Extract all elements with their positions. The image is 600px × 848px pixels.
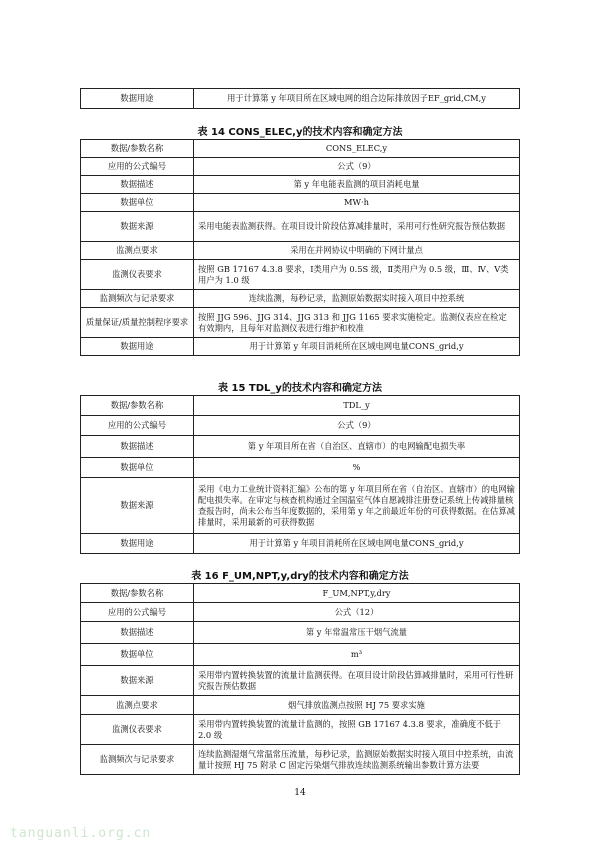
row-value: 第 y 年电能表监测的项目消耗电量 [194,176,520,194]
row-value: 采用带内置转换装置的流量计监测获得。在项目设计阶段估算减排量时，采用可行性研究报告预估数据 [194,666,520,696]
row-key: 数据来源 [81,212,194,242]
table-row [81,436,520,458]
row-value: % [194,458,520,478]
row-key: 数据/参数名称 [81,140,194,158]
table-row [81,260,520,290]
table-row [81,622,520,644]
table-row [81,89,520,109]
table-14 [80,139,520,356]
table-14-caption: 表 14 CONS_ELEC,y的技术内容和确定方法 [197,127,403,138]
row-key: 数据/参数名称 [81,584,194,603]
table-row [81,603,520,622]
row-value: 连续监测湿烟气常温常压流量，每秒记录，监测原始数据实时接入项目中控系统，由流量计按照 HJ 75 附录 C 固定污染烟气排放连续监测系统输出参数计算方法要 [194,745,520,775]
table-13-fragment [80,88,520,109]
row-value: 公式（9） [194,416,520,436]
table-row [81,696,520,715]
row-key: 数据来源 [81,478,194,534]
row-key: 监测仪表要求 [81,715,194,745]
row-key: 数据用途 [81,534,194,554]
row-key: 监测频次与记录要求 [81,745,194,775]
row-value: 第 y 年常温常压干烟气流量 [194,622,520,644]
table-15 [80,395,520,554]
table-row [81,745,520,775]
row-key: 监测仪表要求 [81,260,194,290]
row-key: 数据单位 [81,458,194,478]
row-value: 公式（9） [194,158,520,176]
row-key: 监测点要求 [81,696,194,715]
row-value: 用于计算第 y 年项目消耗所在区域电网电量CONS_grid,y [194,534,520,554]
row-key: 数据描述 [81,436,194,458]
table-16-caption: 表 16 F_UM,NPT,y,dry的技术内容和确定方法 [191,571,409,582]
row-value: m³ [194,644,520,666]
row-value: 按照 GB 17167 4.3.8 要求，Ⅰ类用户为 0.5S 级，Ⅱ类用户为 0.5 级，Ⅲ、Ⅳ、Ⅴ类用户为 1.0 级 [194,260,520,290]
table-row [81,290,520,308]
table-row [81,666,520,696]
row-value: 用于计算第 y 年项目所在区域电网的组合边际排放因子EF_grid,CM,y [194,89,520,109]
row-key: 数据描述 [81,622,194,644]
table-row [81,416,520,436]
table-row [81,534,520,554]
row-value: F_UM,NPT,y,dry [194,584,520,603]
row-key: 数据用途 [81,338,194,356]
row-key: 应用的公式编号 [81,158,194,176]
row-value: 烟气排放监测点按照 HJ 75 要求实施 [194,696,520,715]
row-value: 第 y 年项目所在省（自治区、直辖市）的电网输配电损失率 [194,436,520,458]
table-row [81,715,520,745]
table-row [81,396,520,416]
table-row [81,212,520,242]
row-key: 数据描述 [81,176,194,194]
row-key: 监测频次与记录要求 [81,290,194,308]
row-value: 公式（12） [194,603,520,622]
row-value: 连续监测，每秒记录，监测原始数据实时接入项目中控系统 [194,290,520,308]
row-value: TDL_y [194,396,520,416]
table-row [81,458,520,478]
table-row [81,242,520,260]
row-value: 采用《电力工业统计资料汇编》公布的第 y 年项目所在省（自治区、直辖市）的电网输配电损失率。在审定与核查机构通过全国温室气体自愿减排注册登记系统上传减排量核查报告时，尚未公布当年度数据的，采用第 y 年之前最近年份的可获得数据。在估算减排量时，采用最新的可获得数据 [194,478,520,534]
table-row [81,194,520,212]
table-row [81,644,520,666]
row-value: 用于计算第 y 年项目消耗所在区域电网电量CONS_grid,y [194,338,520,356]
table-row [81,338,520,356]
table-16 [80,583,520,775]
page-number: 14 [294,788,306,798]
row-key: 数据用途 [81,89,194,109]
row-key: 质量保证/质量控制程序要求 [81,308,194,338]
row-key: 应用的公式编号 [81,416,194,436]
table-row [81,140,520,158]
row-key: 应用的公式编号 [81,603,194,622]
row-key: 数据单位 [81,194,194,212]
row-value: 采用在并网协议中明确的下网计量点 [194,242,520,260]
row-value: MW·h [194,194,520,212]
row-value: 采用带内置转换装置的流量计监测的，按照 GB 17167 4.3.8 要求，准确度不低于 2.0 级 [194,715,520,745]
row-key: 数据/参数名称 [81,396,194,416]
row-key: 数据单位 [81,644,194,666]
table-row [81,478,520,534]
row-value: CONS_ELEC,y [194,140,520,158]
row-key: 监测点要求 [81,242,194,260]
table-row [81,176,520,194]
table-15-caption: 表 15 TDL_y的技术内容和确定方法 [218,383,382,394]
table-row [81,158,520,176]
row-value: 采用电能表监测获得。在项目设计阶段估算减排量时，采用可行性研究报告预估数据 [194,212,520,242]
watermark: tanguanli.org.cn [10,826,152,841]
table-row [81,584,520,603]
table-row [81,308,520,338]
row-value: 按照 JJG 596、JJG 314、JJG 313 和 JJG 1165 要求实施检定。监测仪表应在检定有效期内，且每年对监测仪表进行维护和校准 [194,308,520,338]
row-key: 数据来源 [81,666,194,696]
